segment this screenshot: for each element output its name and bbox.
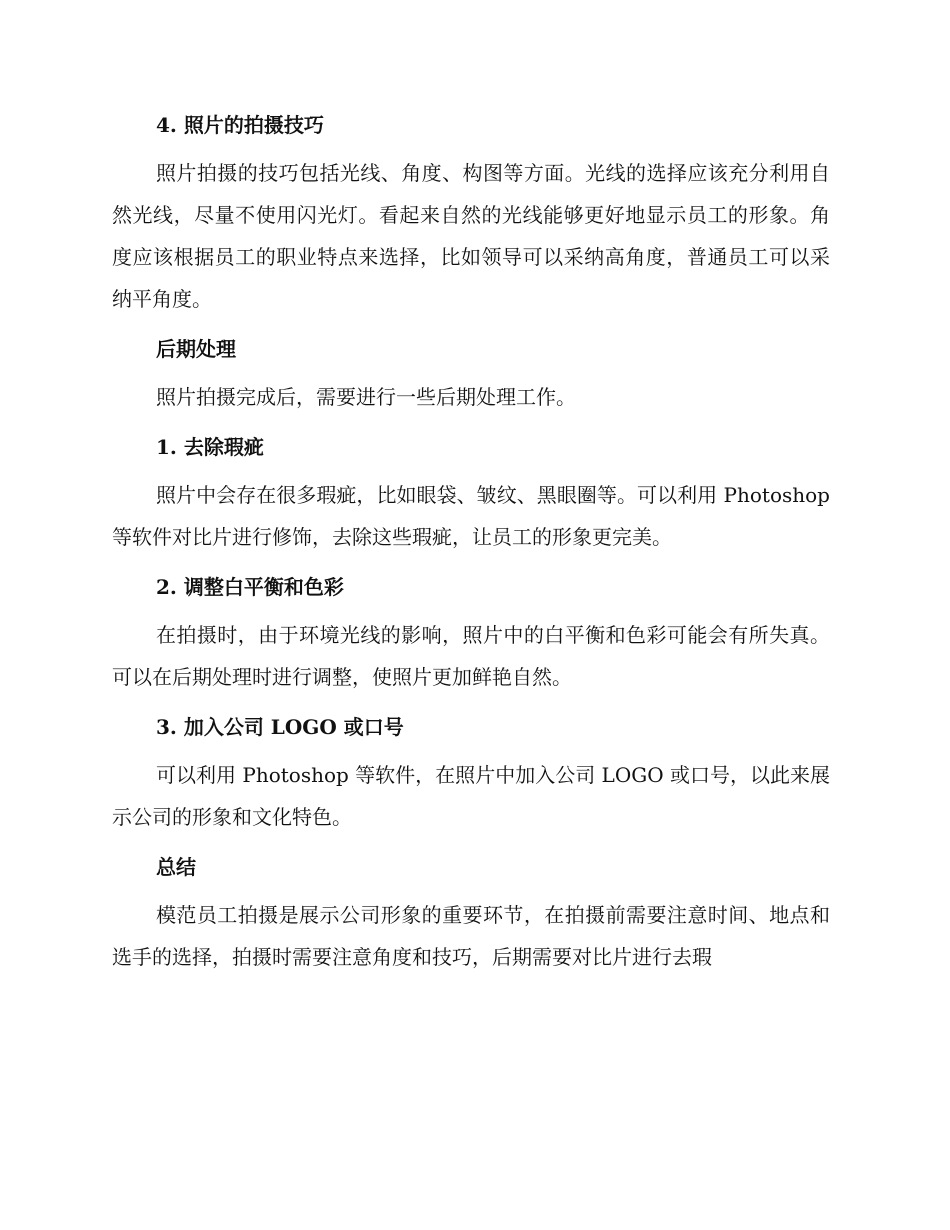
section-heading-post-processing: 后期处理 <box>156 337 236 361</box>
paragraph-remove-blemishes: 照片中会存在很多瑕疵，比如眼袋、皱纹、黑眼圈等。可以利用 Photoshop 等软件对比片进行修饰，去除这些瑕疵，让员工的形象更完美。 <box>112 483 830 549</box>
paragraph-white-balance: 在拍摄时，由于环境光线的影响，照片中的白平衡和色彩可能会有所失真。可以在后期处理时进行调整，使照片更加鲜艳自然。 <box>112 623 830 689</box>
section-heading-photo-tips: 4. 照片的拍摄技巧 <box>156 113 324 137</box>
paragraph-add-logo: 可以利用 Photoshop 等软件，在照片中加入公司 LOGO 或口号，以此来展示公司的形象和文化特色。 <box>112 763 830 829</box>
section-heading-white-balance: 2. 调整白平衡和色彩 <box>156 575 344 599</box>
section-heading-add-logo: 3. 加入公司 LOGO 或口号 <box>156 715 404 739</box>
paragraph-photo-tips: 照片拍摄的技巧包括光线、角度、构图等方面。光线的选择应该充分利用自然光线，尽量不使用闪光灯。看起来自然的光线能够更好地显示员工的形象。角度应该根据员工的职业特点来选择，比如领导可以采纳高角度，普通员工可以采纳平角度。 <box>112 161 830 311</box>
section-heading-remove-blemishes: 1. 去除瑕疵 <box>156 435 264 459</box>
section-heading-summary: 总结 <box>156 855 196 879</box>
paragraph-summary: 模范员工拍摄是展示公司形象的重要环节，在拍摄前需要注意时间、地点和选手的选择，拍摄时需要注意角度和技巧，后期需要对比片进行去瑕 <box>112 903 830 969</box>
paragraph-post-processing: 照片拍摄完成后，需要进行一些后期处理工作。 <box>156 385 576 409</box>
